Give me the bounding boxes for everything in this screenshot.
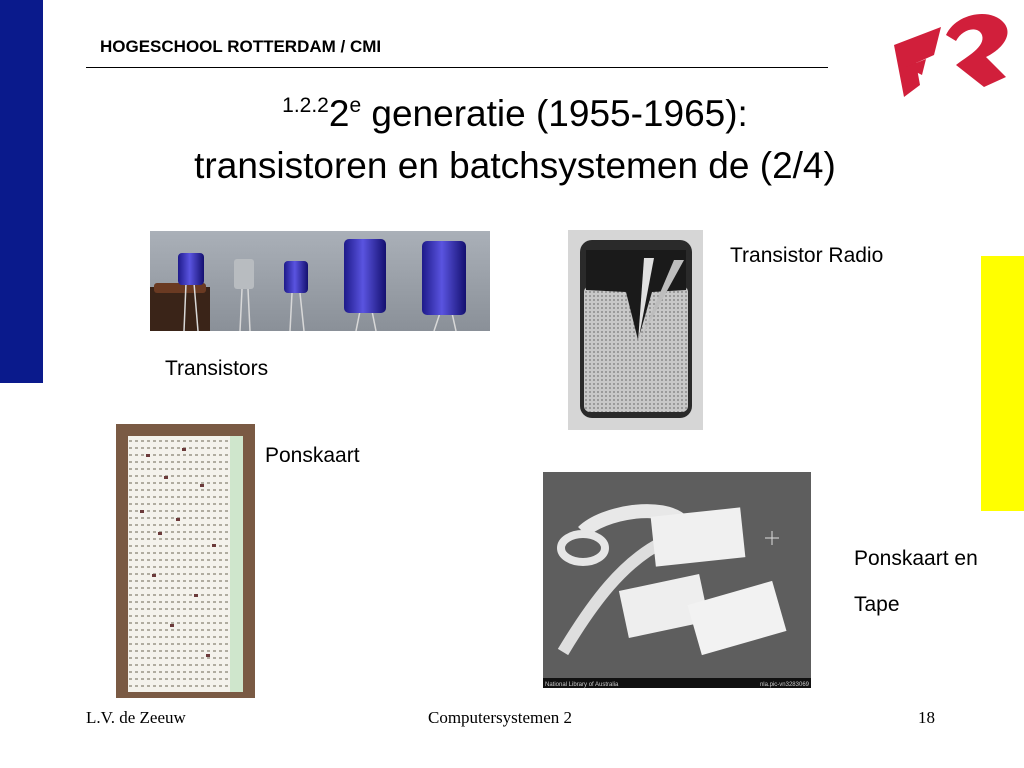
punch-card-photo [116,424,255,698]
title-line-1-rest: generatie (1955-1965): [361,93,748,134]
punch-card-caption: Ponskaart [265,444,360,467]
generation-superscript: e [349,94,362,117]
generation-number: 2 [328,93,350,134]
punch-card-tape-caption-line-1: Ponskaart en [854,547,978,570]
footer-course: Computersystemen 2 [428,708,573,727]
right-accent-bar [981,256,1024,511]
slide-title [60,80,970,192]
photo-credit-left: National Library of Australia [545,682,619,688]
transistor-radio-photo [568,230,703,430]
left-accent-bar [0,0,43,383]
transistors-photo [150,231,490,331]
footer-author: L.V. de Zeeuw [86,708,186,727]
footer-page-number: 18 [918,708,935,727]
institution-header: HOGESCHOOL ROTTERDAM / CMI [100,37,382,56]
transistor-radio-caption: Transistor Radio [730,244,884,267]
punch-card-tape-photo [543,472,811,688]
header-divider [86,67,828,68]
section-number: 1.2.2 [282,94,329,117]
punch-card-tape-caption-line-2: Tape [854,593,900,616]
title-line-2: transistoren en batchsystemen de (2/4) [194,145,836,186]
photo-credit-right: nla.pic-vn3283069 [759,682,809,688]
transistors-caption: Transistors [165,357,269,380]
title-line-1 [60,80,970,140]
